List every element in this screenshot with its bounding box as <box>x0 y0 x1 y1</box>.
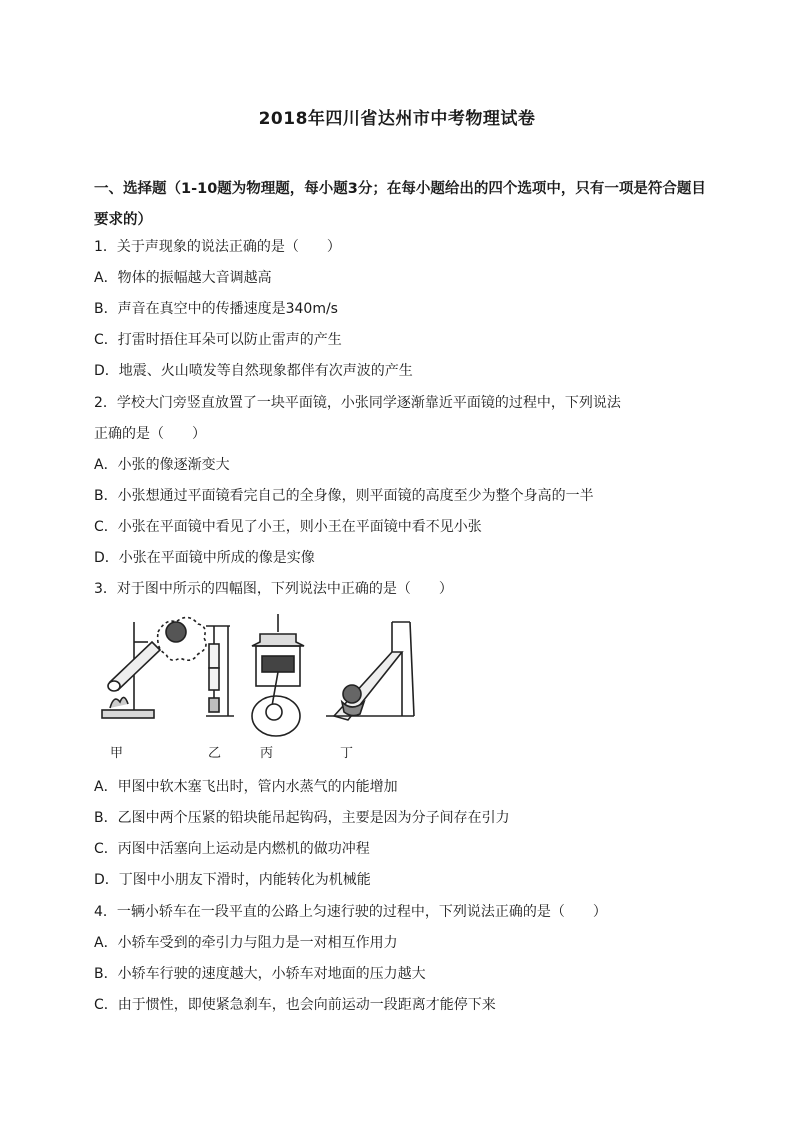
figure-ding-slide-illustration <box>326 622 414 720</box>
question-2-option-a: A．小张的像逐渐变大 <box>94 457 230 473</box>
section-heading: 一、选择题（1-10题为物理题，每小题3分；在每小题给出的四个选项中，只有一项是符合题目要求的） <box>94 181 706 228</box>
figure-caption-jia: 甲 <box>110 746 124 761</box>
question-1-option-a: A．物体的振幅越大音调越高 <box>94 270 272 286</box>
figure-caption-ding: 丁 <box>340 746 354 761</box>
question-4-stem: 4．一辆小轿车在一段平直的公路上匀速行驶的过程中，下列说法正确的是（ ） <box>94 904 607 920</box>
question-2-stem-cont: 正确的是（ ） <box>94 426 206 442</box>
question-3-figure <box>96 612 416 762</box>
question-3-option-c: C．丙图中活塞向上运动是内燃机的做功冲程 <box>94 841 370 857</box>
question-1-option-c: C．打雷时捂住耳朵可以防止雷声的产生 <box>94 332 342 348</box>
question-4-option-b: B．小轿车行驶的速度越大，小轿车对地面的压力越大 <box>94 966 426 982</box>
question-4-option-c: C．由于惯性，即使紧急刹车，也会向前运动一段距离才能停下来 <box>94 997 496 1013</box>
question-3-option-b: B．乙图中两个压紧的铅块能吊起钩码，主要是因为分子间存在引力 <box>94 810 510 826</box>
question-2-stem: 2．学校大门旁竖直放置了一块平面镜，小张同学逐渐靠近平面镜的过程中，下列说法 <box>94 395 621 411</box>
question-1-option-d: D．地震、火山喷发等自然现象都伴有次声波的产生 <box>94 363 413 379</box>
question-3-stem: 3．对于图中所示的四幅图，下列说法中正确的是（ ） <box>94 581 453 597</box>
figure-yi-lead-blocks-illustration <box>206 626 234 716</box>
figure-caption-bing: 丙 <box>260 746 274 761</box>
question-1-stem: 1．关于声现象的说法正确的是（ ） <box>94 239 341 255</box>
question-2-option-d: D．小张在平面镜中所成的像是实像 <box>94 550 315 566</box>
page-title: 2018年四川省达州市中考物理试卷 <box>258 109 536 129</box>
question-3-option-a: A．甲图中软木塞飞出时，管内水蒸气的内能增加 <box>94 779 398 795</box>
figure-caption-yi: 乙 <box>208 746 222 761</box>
question-4-option-a: A．小轿车受到的牵引力与阻力是一对相互作用力 <box>94 935 398 951</box>
figure-jia-test-tube-illustration <box>102 617 206 718</box>
question-1-option-b: B．声音在真空中的传播速度是340m/s <box>94 301 338 317</box>
figure-bing-engine-illustration <box>252 614 304 736</box>
question-2-option-b: B．小张想通过平面镜看完自己的全身像，则平面镜的高度至少为整个身高的一半 <box>94 488 594 504</box>
question-2-option-c: C．小张在平面镜中看见了小王，则小王在平面镜中看不见小张 <box>94 519 482 535</box>
question-3-option-d: D．丁图中小朋友下滑时，内能转化为机械能 <box>94 872 371 888</box>
